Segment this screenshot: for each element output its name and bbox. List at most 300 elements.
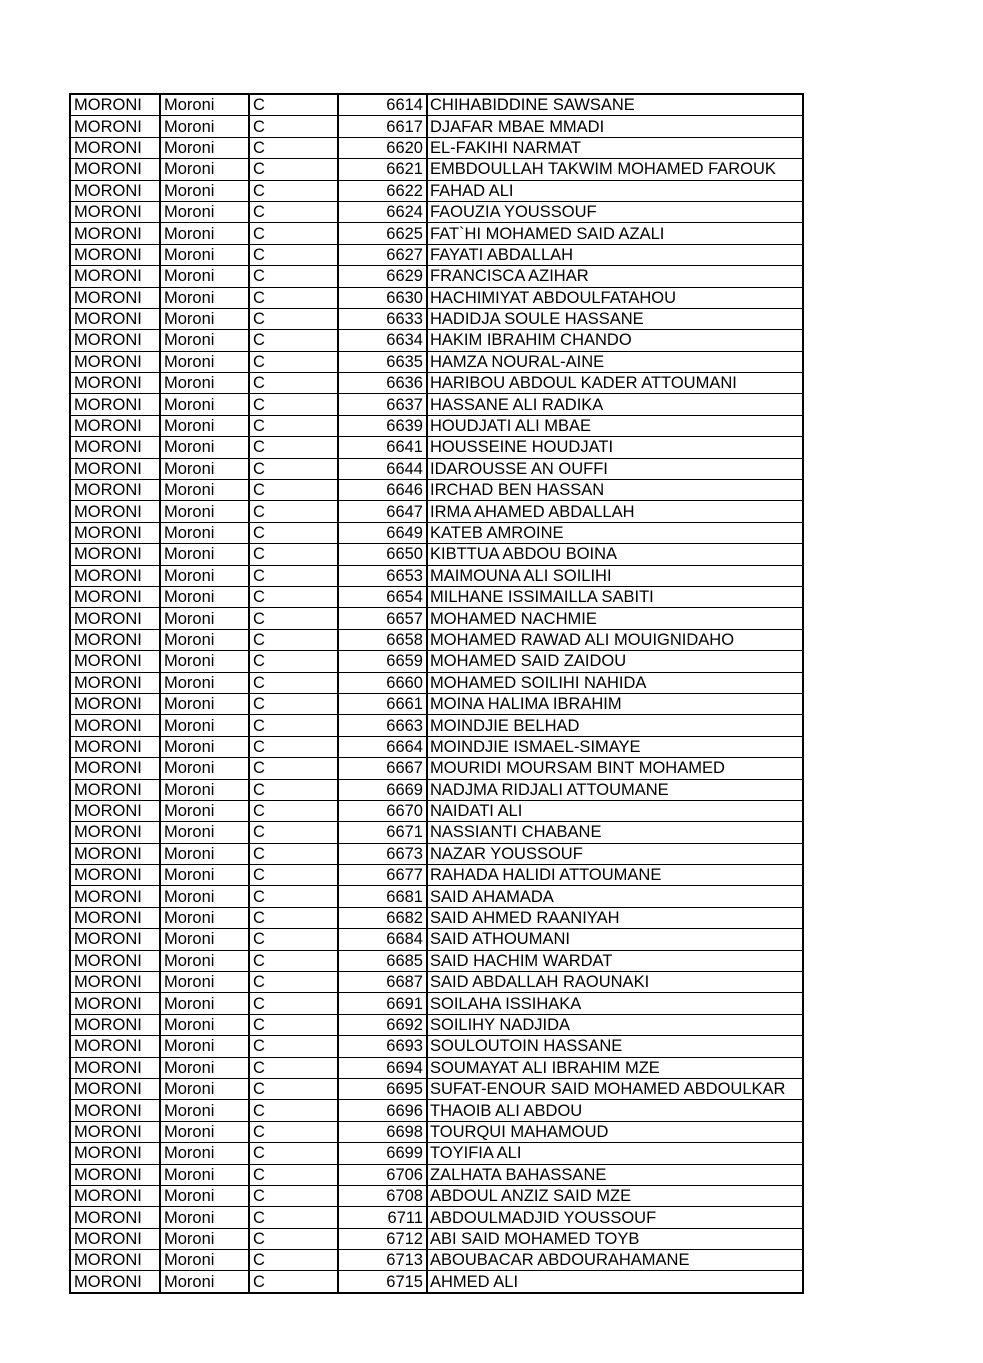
- table-row: [70, 480, 803, 501]
- name-cell: EL-FAKIHI NARMAT: [427, 137, 803, 158]
- region-cell: MORONI: [70, 1271, 160, 1293]
- region-cell: MORONI: [70, 373, 160, 394]
- table-row: [70, 1057, 803, 1078]
- region-cell: MORONI: [70, 437, 160, 458]
- name-cell: HOUDJATI ALI MBAE: [427, 415, 803, 436]
- table-row: [70, 1100, 803, 1121]
- region-cell: MORONI: [70, 394, 160, 415]
- region-cell: MORONI: [70, 715, 160, 736]
- category-cell: C: [249, 715, 338, 736]
- city-cell: Moroni: [160, 1100, 249, 1121]
- city-cell: Moroni: [160, 501, 249, 522]
- category-cell: C: [249, 929, 338, 950]
- city-cell: Moroni: [160, 1250, 249, 1271]
- number-cell: 6699: [338, 1143, 427, 1164]
- city-cell: Moroni: [160, 565, 249, 586]
- category-cell: C: [249, 159, 338, 180]
- number-cell: 6650: [338, 544, 427, 565]
- name-cell: HAMZA NOURAL-AINE: [427, 351, 803, 372]
- table-row: [70, 1185, 803, 1206]
- number-cell: 6660: [338, 672, 427, 693]
- category-cell: C: [249, 779, 338, 800]
- city-cell: Moroni: [160, 1271, 249, 1293]
- region-cell: MORONI: [70, 266, 160, 287]
- city-cell: Moroni: [160, 94, 249, 116]
- table-row: [70, 159, 803, 180]
- table-row: [70, 993, 803, 1014]
- table-row: [70, 415, 803, 436]
- city-cell: Moroni: [160, 1078, 249, 1099]
- name-cell: ABI SAID MOHAMED TOYB: [427, 1228, 803, 1249]
- region-cell: MORONI: [70, 1228, 160, 1249]
- table-row: [70, 843, 803, 864]
- region-cell: MORONI: [70, 351, 160, 372]
- name-cell: SAID ATHOUMANI: [427, 929, 803, 950]
- table-row: [70, 779, 803, 800]
- name-cell: ABDOULMADJID YOUSSOUF: [427, 1207, 803, 1228]
- city-cell: Moroni: [160, 843, 249, 864]
- name-cell: IRMA AHAMED ABDALLAH: [427, 501, 803, 522]
- region-cell: MORONI: [70, 1143, 160, 1164]
- table-row: [70, 1121, 803, 1142]
- category-cell: C: [249, 116, 338, 137]
- name-cell: DJAFAR MBAE MMADI: [427, 116, 803, 137]
- city-cell: Moroni: [160, 1121, 249, 1142]
- number-cell: 6627: [338, 244, 427, 265]
- name-cell: MOURIDI MOURSAM BINT MOHAMED: [427, 758, 803, 779]
- table-row: [70, 886, 803, 907]
- city-cell: Moroni: [160, 159, 249, 180]
- name-cell: SAID AHAMADA: [427, 886, 803, 907]
- region-cell: MORONI: [70, 137, 160, 158]
- city-cell: Moroni: [160, 1014, 249, 1035]
- region-cell: MORONI: [70, 480, 160, 501]
- category-cell: C: [249, 437, 338, 458]
- table-row: [70, 223, 803, 244]
- category-cell: C: [249, 1207, 338, 1228]
- name-cell: NAZAR YOUSSOUF: [427, 843, 803, 864]
- city-cell: Moroni: [160, 330, 249, 351]
- number-cell: 6664: [338, 736, 427, 757]
- region-cell: MORONI: [70, 1078, 160, 1099]
- city-cell: Moroni: [160, 415, 249, 436]
- category-cell: C: [249, 758, 338, 779]
- table-row: [70, 180, 803, 201]
- region-cell: MORONI: [70, 693, 160, 714]
- category-cell: C: [249, 1078, 338, 1099]
- region-cell: MORONI: [70, 223, 160, 244]
- region-cell: MORONI: [70, 159, 160, 180]
- table-row: [70, 865, 803, 886]
- number-cell: 6620: [338, 137, 427, 158]
- name-cell: NASSIANTI CHABANE: [427, 822, 803, 843]
- number-cell: 6685: [338, 950, 427, 971]
- table-row: [70, 266, 803, 287]
- category-cell: C: [249, 373, 338, 394]
- number-cell: 6687: [338, 972, 427, 993]
- table-row: [70, 1250, 803, 1271]
- table-row: [70, 458, 803, 479]
- table-row: [70, 608, 803, 629]
- table-row: [70, 565, 803, 586]
- number-cell: 6647: [338, 501, 427, 522]
- region-cell: MORONI: [70, 1250, 160, 1271]
- region-cell: MORONI: [70, 94, 160, 116]
- name-cell: HADIDJA SOULE HASSANE: [427, 308, 803, 329]
- number-cell: 6694: [338, 1057, 427, 1078]
- number-cell: 6633: [338, 308, 427, 329]
- city-cell: Moroni: [160, 1036, 249, 1057]
- city-cell: Moroni: [160, 116, 249, 137]
- region-cell: MORONI: [70, 1057, 160, 1078]
- category-cell: C: [249, 351, 338, 372]
- name-cell: NADJMA RIDJALI ATTOUMANE: [427, 779, 803, 800]
- name-cell: CHIHABIDDINE SAWSANE: [427, 94, 803, 116]
- number-cell: 6698: [338, 1121, 427, 1142]
- region-cell: MORONI: [70, 1164, 160, 1185]
- category-cell: C: [249, 672, 338, 693]
- name-cell: RAHADA HALIDI ATTOUMANE: [427, 865, 803, 886]
- number-cell: 6646: [338, 480, 427, 501]
- table-row: [70, 693, 803, 714]
- category-cell: C: [249, 544, 338, 565]
- category-cell: C: [249, 1185, 338, 1206]
- region-cell: MORONI: [70, 330, 160, 351]
- region-cell: MORONI: [70, 244, 160, 265]
- number-cell: 6653: [338, 565, 427, 586]
- name-cell: TOYIFIA ALI: [427, 1143, 803, 1164]
- table-row: [70, 715, 803, 736]
- table-row: [70, 907, 803, 928]
- table-row: [70, 522, 803, 543]
- table-row: [70, 437, 803, 458]
- city-cell: Moroni: [160, 886, 249, 907]
- name-cell: HAKIM IBRAHIM CHANDO: [427, 330, 803, 351]
- name-cell: MOHAMED RAWAD ALI MOUIGNIDAHO: [427, 629, 803, 650]
- category-cell: C: [249, 972, 338, 993]
- category-cell: C: [249, 458, 338, 479]
- name-cell: KIBTTUA ABDOU BOINA: [427, 544, 803, 565]
- city-cell: Moroni: [160, 929, 249, 950]
- region-cell: MORONI: [70, 779, 160, 800]
- table-row: [70, 351, 803, 372]
- table-row: [70, 1164, 803, 1185]
- name-cell: SAID ABDALLAH RAOUNAKI: [427, 972, 803, 993]
- city-cell: Moroni: [160, 693, 249, 714]
- number-cell: 6636: [338, 373, 427, 394]
- name-cell: ABDOUL ANZIZ SAID MZE: [427, 1185, 803, 1206]
- region-cell: MORONI: [70, 458, 160, 479]
- city-cell: Moroni: [160, 736, 249, 757]
- number-cell: 6625: [338, 223, 427, 244]
- table-row: [70, 244, 803, 265]
- table-row: [70, 1228, 803, 1249]
- table-row: [70, 672, 803, 693]
- region-cell: MORONI: [70, 1014, 160, 1035]
- region-cell: MORONI: [70, 1121, 160, 1142]
- region-cell: MORONI: [70, 116, 160, 137]
- region-cell: MORONI: [70, 672, 160, 693]
- category-cell: C: [249, 1143, 338, 1164]
- table-row: [70, 950, 803, 971]
- table-row: [70, 1014, 803, 1035]
- city-cell: Moroni: [160, 800, 249, 821]
- city-cell: Moroni: [160, 972, 249, 993]
- region-cell: MORONI: [70, 544, 160, 565]
- number-cell: 6657: [338, 608, 427, 629]
- number-cell: 6692: [338, 1014, 427, 1035]
- table-row: [70, 394, 803, 415]
- category-cell: C: [249, 693, 338, 714]
- city-cell: Moroni: [160, 1057, 249, 1078]
- number-cell: 6630: [338, 287, 427, 308]
- city-cell: Moroni: [160, 458, 249, 479]
- region-cell: MORONI: [70, 736, 160, 757]
- number-cell: 6677: [338, 865, 427, 886]
- category-cell: C: [249, 137, 338, 158]
- category-cell: C: [249, 1250, 338, 1271]
- number-cell: 6715: [338, 1271, 427, 1293]
- table-row: [70, 544, 803, 565]
- category-cell: C: [249, 1121, 338, 1142]
- table-row: [70, 972, 803, 993]
- number-cell: 6661: [338, 693, 427, 714]
- city-cell: Moroni: [160, 629, 249, 650]
- table-row: [70, 501, 803, 522]
- number-cell: 6712: [338, 1228, 427, 1249]
- region-cell: MORONI: [70, 800, 160, 821]
- region-cell: MORONI: [70, 972, 160, 993]
- name-cell: FRANCISCA AZIHAR: [427, 266, 803, 287]
- number-cell: 6682: [338, 907, 427, 928]
- city-cell: Moroni: [160, 993, 249, 1014]
- category-cell: C: [249, 586, 338, 607]
- city-cell: Moroni: [160, 822, 249, 843]
- name-cell: TOURQUI MAHAMOUD: [427, 1121, 803, 1142]
- category-cell: C: [249, 1100, 338, 1121]
- table-row: [70, 116, 803, 137]
- name-cell: SOUMAYAT ALI IBRAHIM MZE: [427, 1057, 803, 1078]
- number-cell: 6693: [338, 1036, 427, 1057]
- table-row: [70, 308, 803, 329]
- category-cell: C: [249, 736, 338, 757]
- category-cell: C: [249, 287, 338, 308]
- category-cell: C: [249, 522, 338, 543]
- name-cell: HACHIMIYAT ABDOULFATAHOU: [427, 287, 803, 308]
- number-cell: 6641: [338, 437, 427, 458]
- category-cell: C: [249, 843, 338, 864]
- name-cell: MAIMOUNA ALI SOILIHI: [427, 565, 803, 586]
- candidate-list-table: [69, 93, 804, 1294]
- category-cell: C: [249, 266, 338, 287]
- table-row: [70, 822, 803, 843]
- name-cell: SOULOUTOIN HASSANE: [427, 1036, 803, 1057]
- city-cell: Moroni: [160, 1207, 249, 1228]
- name-cell: MOHAMED SAID ZAIDOU: [427, 651, 803, 672]
- city-cell: Moroni: [160, 1185, 249, 1206]
- number-cell: 6637: [338, 394, 427, 415]
- category-cell: C: [249, 629, 338, 650]
- table-row: [70, 1271, 803, 1293]
- region-cell: MORONI: [70, 308, 160, 329]
- region-cell: MORONI: [70, 180, 160, 201]
- region-cell: MORONI: [70, 1100, 160, 1121]
- category-cell: C: [249, 1057, 338, 1078]
- city-cell: Moroni: [160, 651, 249, 672]
- number-cell: 6663: [338, 715, 427, 736]
- name-cell: SAID HACHIM WARDAT: [427, 950, 803, 971]
- category-cell: C: [249, 501, 338, 522]
- region-cell: MORONI: [70, 1036, 160, 1057]
- name-cell: IRCHAD BEN HASSAN: [427, 480, 803, 501]
- table-row: [70, 137, 803, 158]
- city-cell: Moroni: [160, 586, 249, 607]
- region-cell: MORONI: [70, 608, 160, 629]
- name-cell: NAIDATI ALI: [427, 800, 803, 821]
- city-cell: Moroni: [160, 544, 249, 565]
- name-cell: FAHAD ALI: [427, 180, 803, 201]
- name-cell: HASSANE ALI RADIKA: [427, 394, 803, 415]
- table-row: [70, 736, 803, 757]
- category-cell: C: [249, 950, 338, 971]
- city-cell: Moroni: [160, 715, 249, 736]
- number-cell: 6644: [338, 458, 427, 479]
- category-cell: C: [249, 244, 338, 265]
- table-row: [70, 800, 803, 821]
- category-cell: C: [249, 865, 338, 886]
- name-cell: ABOUBACAR ABDOURAHAMANE: [427, 1250, 803, 1271]
- city-cell: Moroni: [160, 758, 249, 779]
- name-cell: IDAROUSSE AN OUFFI: [427, 458, 803, 479]
- number-cell: 6654: [338, 586, 427, 607]
- city-cell: Moroni: [160, 1143, 249, 1164]
- category-cell: C: [249, 608, 338, 629]
- table-row: [70, 1036, 803, 1057]
- city-cell: Moroni: [160, 672, 249, 693]
- number-cell: 6681: [338, 886, 427, 907]
- table-row: [70, 201, 803, 222]
- number-cell: 6708: [338, 1185, 427, 1206]
- name-cell: MOINA HALIMA IBRAHIM: [427, 693, 803, 714]
- region-cell: MORONI: [70, 629, 160, 650]
- region-cell: MORONI: [70, 651, 160, 672]
- number-cell: 6671: [338, 822, 427, 843]
- name-cell: MOINDJIE BELHAD: [427, 715, 803, 736]
- region-cell: MORONI: [70, 1207, 160, 1228]
- region-cell: MORONI: [70, 586, 160, 607]
- city-cell: Moroni: [160, 1164, 249, 1185]
- table-row: [70, 1143, 803, 1164]
- name-cell: SOILIHY NADJIDA: [427, 1014, 803, 1035]
- region-cell: MORONI: [70, 929, 160, 950]
- region-cell: MORONI: [70, 907, 160, 928]
- category-cell: C: [249, 886, 338, 907]
- number-cell: 6670: [338, 800, 427, 821]
- category-cell: C: [249, 180, 338, 201]
- name-cell: SOILAHA ISSIHAKA: [427, 993, 803, 1014]
- candidate-list-body: [70, 94, 803, 1293]
- number-cell: 6659: [338, 651, 427, 672]
- number-cell: 6695: [338, 1078, 427, 1099]
- number-cell: 6614: [338, 94, 427, 116]
- name-cell: KATEB AMROINE: [427, 522, 803, 543]
- city-cell: Moroni: [160, 480, 249, 501]
- city-cell: Moroni: [160, 437, 249, 458]
- name-cell: AHMED ALI: [427, 1271, 803, 1293]
- name-cell: MOHAMED NACHMIE: [427, 608, 803, 629]
- region-cell: MORONI: [70, 201, 160, 222]
- number-cell: 6639: [338, 415, 427, 436]
- city-cell: Moroni: [160, 223, 249, 244]
- region-cell: MORONI: [70, 865, 160, 886]
- name-cell: EMBDOULLAH TAKWIM MOHAMED FAROUK: [427, 159, 803, 180]
- category-cell: C: [249, 907, 338, 928]
- table-row: [70, 287, 803, 308]
- category-cell: C: [249, 800, 338, 821]
- name-cell: THAOIB ALI ABDOU: [427, 1100, 803, 1121]
- name-cell: FAYATI ABDALLAH: [427, 244, 803, 265]
- city-cell: Moroni: [160, 608, 249, 629]
- table-row: [70, 1207, 803, 1228]
- city-cell: Moroni: [160, 394, 249, 415]
- table-row: [70, 758, 803, 779]
- city-cell: Moroni: [160, 308, 249, 329]
- number-cell: 6658: [338, 629, 427, 650]
- category-cell: C: [249, 1228, 338, 1249]
- number-cell: 6635: [338, 351, 427, 372]
- category-cell: C: [249, 394, 338, 415]
- region-cell: MORONI: [70, 886, 160, 907]
- number-cell: 6684: [338, 929, 427, 950]
- table-row: [70, 929, 803, 950]
- number-cell: 6696: [338, 1100, 427, 1121]
- number-cell: 6622: [338, 180, 427, 201]
- city-cell: Moroni: [160, 779, 249, 800]
- region-cell: MORONI: [70, 758, 160, 779]
- category-cell: C: [249, 1271, 338, 1293]
- number-cell: 6617: [338, 116, 427, 137]
- category-cell: C: [249, 330, 338, 351]
- category-cell: C: [249, 993, 338, 1014]
- number-cell: 6691: [338, 993, 427, 1014]
- table-row: [70, 1078, 803, 1099]
- city-cell: Moroni: [160, 373, 249, 394]
- region-cell: MORONI: [70, 950, 160, 971]
- number-cell: 6673: [338, 843, 427, 864]
- category-cell: C: [249, 565, 338, 586]
- name-cell: HARIBOU ABDOUL KADER ATTOUMANI: [427, 373, 803, 394]
- region-cell: MORONI: [70, 522, 160, 543]
- category-cell: C: [249, 651, 338, 672]
- region-cell: MORONI: [70, 822, 160, 843]
- category-cell: C: [249, 308, 338, 329]
- city-cell: Moroni: [160, 865, 249, 886]
- number-cell: 6634: [338, 330, 427, 351]
- number-cell: 6649: [338, 522, 427, 543]
- city-cell: Moroni: [160, 907, 249, 928]
- name-cell: SAID AHMED RAANIYAH: [427, 907, 803, 928]
- name-cell: FAT`HI MOHAMED SAID AZALI: [427, 223, 803, 244]
- number-cell: 6624: [338, 201, 427, 222]
- name-cell: MOINDJIE ISMAEL-SIMAYE: [427, 736, 803, 757]
- city-cell: Moroni: [160, 1228, 249, 1249]
- city-cell: Moroni: [160, 522, 249, 543]
- city-cell: Moroni: [160, 201, 249, 222]
- region-cell: MORONI: [70, 993, 160, 1014]
- table-row: [70, 586, 803, 607]
- category-cell: C: [249, 415, 338, 436]
- city-cell: Moroni: [160, 180, 249, 201]
